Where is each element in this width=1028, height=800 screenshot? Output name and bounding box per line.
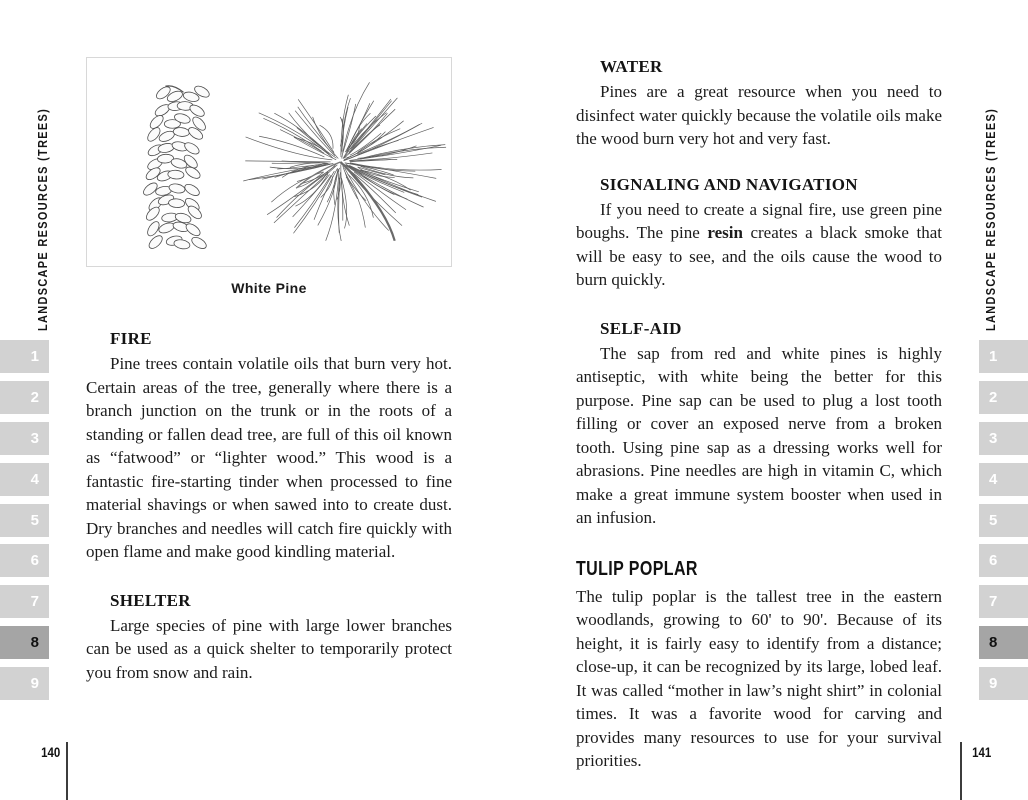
figure-plate — [86, 57, 452, 267]
index-tab-left-1 — [0, 340, 49, 373]
paragraph-water: Pines are a great resource when you need to disinfect water quickly because the volatile oils make the wood burn very hot and very fast. — [576, 82, 942, 148]
tab-number: 6 — [30, 552, 39, 569]
tab-number: 7 — [989, 593, 998, 610]
heading-self-aid: SELF-AID — [600, 318, 682, 338]
index-tab-left-9 — [0, 667, 49, 700]
section-shelter — [86, 591, 452, 685]
bold-word-resin: resin — [707, 223, 743, 242]
tab-number: 3 — [30, 430, 39, 447]
index-tab-left-2 — [0, 381, 49, 414]
page-number-left: 140 — [40, 744, 60, 760]
tab-number: 2 — [30, 389, 39, 406]
tab-number: 8 — [989, 634, 998, 651]
tab-number: 3 — [989, 430, 998, 447]
index-tab-right-9 — [979, 667, 1028, 700]
section-self-aid — [576, 319, 942, 530]
heading-signaling: SIGNALING AND NAVIGATION — [600, 174, 858, 194]
white-pine-illustration — [87, 58, 451, 266]
paragraph-tulip-poplar: The tulip poplar is the tallest tree in the eastern woodlands, growing to 60' to 90'. Because of its height, it is fairly easy to identify from a distance; close-up, it can be recognized by its large, lobed leaf. It was called “mother in law’s night shirt” in colonial times. It was a favorite wood for carving and provides many resources to use for your survival priorities. — [576, 586, 942, 770]
tab-number: 9 — [30, 675, 39, 692]
paragraph-fire: Pine trees contain volatile oils that burn very hot. Certain areas of the tree, generally where there is a branch junction on the trunk or in the roots of a standing or fallen dead tree, are full of this oil known as “fatwood” or “lighter wood.” This wood is a fantastic fire-starting tinder when processed to fine material shavings or when sawed into to create dust. Dry branches and needles will catch fire quickly with open flame and make good kindling material. — [86, 354, 452, 561]
tab-number: 7 — [30, 593, 39, 610]
tab-number: 2 — [989, 389, 998, 406]
tab-number: 9 — [989, 675, 998, 692]
index-tab-right-1 — [979, 340, 1028, 373]
tab-number: 4 — [30, 471, 39, 488]
tab-number: 6 — [989, 552, 998, 569]
heading-water: WATER — [600, 57, 663, 76]
paragraph-shelter: Large species of pine with large lower branches can be used as a quick shelter to temporarily protect you from snow and rain. — [86, 615, 452, 682]
paragraph-self-aid: The sap from red and white pines is highly antiseptic, with white being the better for this purpose. Pine sap can be used to plug a lost tooth filling or cover an exposed nerve from a broken tooth. Using pine sap as a dressing works well for abrasions. Pine needles are high in vitamin C, which make a great immune system booster when used in an infusion. — [576, 343, 942, 527]
index-tab-right-7 — [979, 585, 1028, 618]
right-page — [576, 57, 942, 773]
index-tab-right-2 — [979, 381, 1028, 414]
index-tab-left-3 — [0, 422, 49, 455]
paragraph-signaling-post: creates a black smoke that will be easy to see, and the oils cause the wood to burn quickly. — [576, 223, 943, 289]
chapter-sidebar-label-left: LANDSCAPE RESOURCES (TREES) — [35, 107, 50, 331]
paragraph-signaling-pre: If you need to create a signal fire, use green pine boughs. The pine — [576, 199, 942, 242]
heading-shelter: SHELTER — [110, 590, 191, 610]
folio-rule-left — [66, 742, 68, 800]
section-water — [576, 57, 942, 151]
index-tab-left-5 — [0, 504, 49, 537]
tab-number: 1 — [30, 348, 39, 365]
tab-number: 5 — [30, 512, 39, 529]
index-tab-left-8-active — [0, 626, 49, 659]
chapter-sidebar-label-right: LANDSCAPE RESOURCES (TREES) — [983, 107, 998, 331]
page-number-right: 141 — [972, 744, 992, 760]
index-tab-right-4 — [979, 463, 1028, 496]
index-tab-left-6 — [0, 544, 49, 577]
index-tab-right-3 — [979, 422, 1028, 455]
tab-number: 1 — [989, 348, 998, 365]
index-tab-left-7 — [0, 585, 49, 618]
paragraph-signaling — [576, 198, 942, 292]
index-tab-right-5 — [979, 504, 1028, 537]
folio-rule-right — [960, 742, 962, 800]
tab-number: 8 — [30, 634, 39, 651]
left-page — [86, 57, 452, 684]
index-tab-right-6 — [979, 544, 1028, 577]
tab-number: 5 — [989, 512, 998, 529]
index-tab-left-4 — [0, 463, 49, 496]
figure-caption: White Pine — [231, 280, 307, 296]
chapter-heading-tulip-poplar: TULIP POPLAR — [576, 557, 698, 580]
index-tab-right-8-active — [979, 626, 1028, 659]
heading-fire: FIRE — [110, 329, 152, 348]
section-signaling — [576, 175, 942, 292]
section-fire — [86, 329, 452, 564]
tab-number: 4 — [989, 471, 998, 488]
